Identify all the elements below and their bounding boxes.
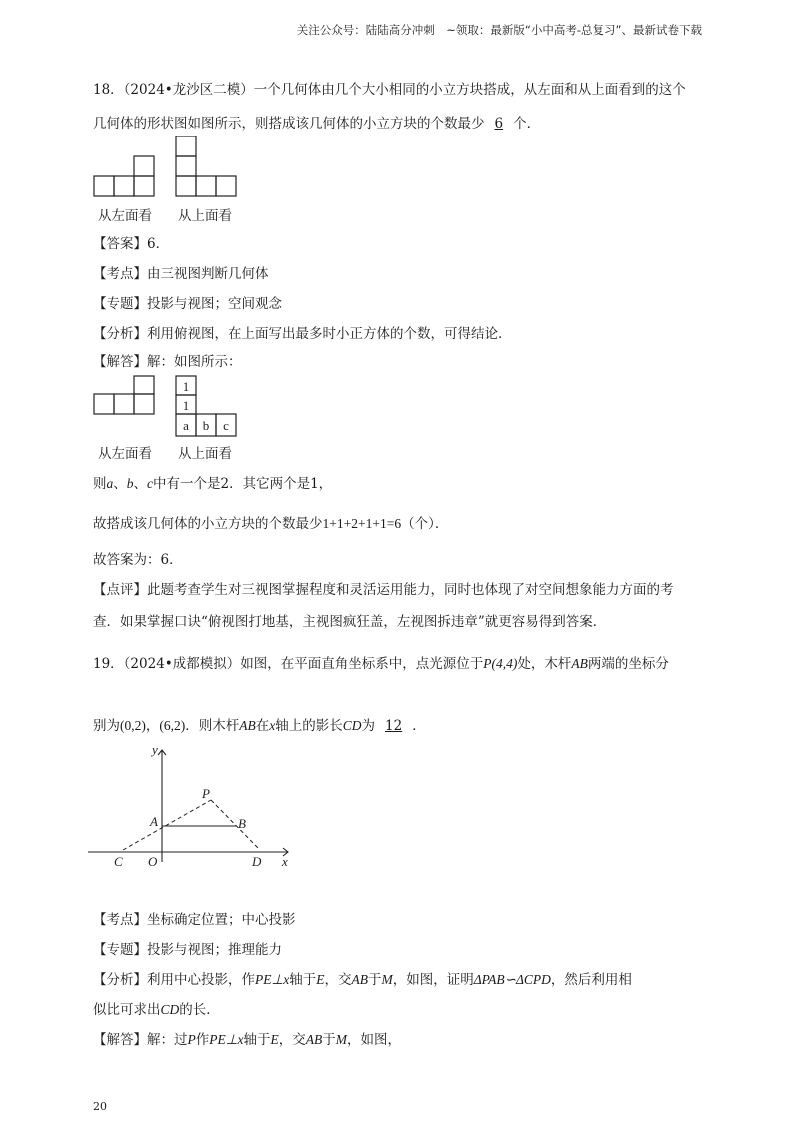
fenxi-ab: AB [351,972,368,987]
fenxi-text: 于 [368,972,382,988]
q18-zhuanti: 【专题】投影与视图；空间观念 [93,296,282,312]
q18-solution-figure [90,374,250,440]
fenxi-similar: ΔPAB∽ΔCPD [473,972,551,987]
q18-answer: 【答案】6． [93,236,170,252]
q18-jieda: 【解答】解：如图所示： [93,354,242,370]
q19-stem-text: 轴上的影长 [275,718,343,734]
q19-stem-text: 19．（2024•成都模拟）如图，在平面直角坐标系中，点光源位于 [93,656,484,672]
fenxi-text: 似比可求出 [93,1002,161,1018]
top-view-cell [176,156,196,176]
then-prefix: 则 [93,476,107,492]
q18-then-line [93,472,332,492]
point-p-label: P [202,786,210,801]
fenxi-cd: CD [160,1002,180,1017]
jieda-text: 作 [195,1032,210,1048]
fenxi-text: 轴于 [289,972,317,988]
q19-fenxi-line2 [93,998,220,1018]
coord-a: (0,2) [120,718,146,733]
jieda-text: ，如图， [347,1032,401,1048]
jieda-p: P [187,1032,196,1047]
var-b: b [126,476,134,491]
fenxi-text: 的长． [179,1002,220,1018]
jieda-text: 【解答】解：过 [93,1032,188,1048]
q19-stem-text: ．则木杆 [185,718,240,734]
left-view-cell [134,156,154,176]
page-number: 20 [93,1100,107,1113]
y-axis-label: y [152,742,158,757]
q18-conclusion-line [93,512,448,532]
fenxi-e: E [316,972,325,987]
grid-label-a: a [183,418,189,433]
segment-cd: CD [342,718,362,733]
conclusion-math: 1+1+2+1+1=6 [322,516,402,531]
origin-label: O [148,854,158,869]
jieda-pe: PE⊥x [209,1032,244,1047]
fenxi-text: ，交 [324,972,352,988]
sep: 、 [113,476,127,492]
x-axis-label: x [282,854,288,869]
fenxi-text: ，然后利用相 [550,972,632,988]
grid-label-b: b [202,418,210,433]
coord-b: (6,2) [159,718,186,733]
q19-kaodian: 【考点】坐标确定位置；中心投影 [93,912,296,928]
segment-ab: AB [239,718,256,733]
var-c: c [147,476,153,491]
q19-fenxi-line1 [93,968,632,988]
conclusion-suffix: （个）． [401,516,449,532]
fenxi-text: ，如图，证明 [392,972,474,988]
jieda-e: E [270,1032,279,1047]
then-suffix: 中有一个是2．其它两个是1， [153,476,333,492]
jieda-ab: AB [305,1032,323,1047]
light-ray-pc [123,800,211,850]
q19-stem-line2 [93,714,426,734]
point-b-label: B [238,816,246,831]
q19-stem-text: 两端的坐标分 [587,656,669,672]
conclusion-prefix: 故搭成该几何体的小立方块的个数最少 [93,516,323,532]
left-view-cell [114,394,134,414]
light-ray-pd [211,800,260,850]
left-view-cell [134,376,154,394]
q18-dianping-line1: 【点评】此题考查学生对三视图掌握程度和灵活运用能力，同时也体现了对空间想象能力方面的考 [93,582,674,598]
jieda-text: 于 [322,1032,336,1048]
top-view-cell [176,136,196,156]
q19-coordinate-diagram [88,742,308,872]
grid-label-c: c [223,418,229,433]
header-note: 关注公众号：陆陆高分冲刺 ~领取：最新版“小中高考-总复习”、最新试卷下载 [296,23,702,37]
left-view-cell [134,176,154,196]
point-p: P(4,4) [483,656,518,671]
fenxi-text: 【分析】利用中心投影，作 [93,972,255,988]
q19-stem-text: ． [412,718,426,734]
left-view-cell [94,394,114,414]
x-var: x [269,718,276,733]
q18-stem-line1: 18．（2024•龙沙区二模）一个几何体由几个大小相同的小立方块搭成，从左面和从上面看到的这个 [93,82,686,98]
q18-left-view-label: 从左面看 [98,208,152,224]
q18-kaodian: 【考点】由三视图判断几何体 [93,266,269,282]
q18-fig2-left-label: 从左面看 [98,446,152,462]
point-a-label: A [150,814,158,829]
q19-jieda [93,1028,401,1048]
fenxi-pe: PE⊥x [255,972,290,987]
grid-label-top: 1 [182,379,190,394]
sep: 、 [133,476,147,492]
jieda-text: 轴于 [243,1032,271,1048]
fenxi-m: M [381,972,393,987]
q18-stem-end: 个． [513,116,541,132]
q19-zhuanti: 【专题】投影与视图；推理能力 [93,942,282,958]
q18-final-answer: 故答案为：6． [93,552,183,568]
q18-stem-line2 [93,112,540,132]
q18-top-view-label: 从上面看 [178,208,232,224]
left-view-cell [94,176,114,196]
q18-dianping-line2: 查．如果掌握口诀“俯视图打地基，主视图疯狂盖，左视图拆违章”就更容易得到答案． [93,614,607,630]
q18-answer-blank: 6 [494,116,504,132]
top-view-cell [196,176,216,196]
top-view-cell [176,176,196,196]
var-a: a [106,476,114,491]
q18-fenxi: 【分析】利用俯视图，在上面写出最多时小正方体的个数，可得结论． [93,326,512,342]
q19-stem-text: 为 [361,718,376,734]
q19-stem-line1 [93,652,669,672]
jieda-text: ，交 [278,1032,306,1048]
point-d-label: D [252,854,262,869]
q19-stem-text: ， [145,718,160,734]
q19-stem-text: 处，木杆 [517,656,572,672]
left-view-cell [114,176,134,196]
point-c-label: C [114,854,123,869]
grid-label-mid: 1 [182,398,190,413]
segment-ab: AB [571,656,588,671]
jieda-m: M [335,1032,347,1047]
top-view-cell [216,176,236,196]
q18-stem-text: 几何体的形状图如图所示，则搭成该几何体的小立方块的个数最少 [93,116,485,132]
q18-fig2-top-label: 从上面看 [178,446,232,462]
q19-stem-text: 在 [255,718,270,734]
left-view-cell [134,394,154,414]
q19-answer-blank: 12 [385,718,403,734]
q19-stem-text: 别为 [93,718,120,734]
